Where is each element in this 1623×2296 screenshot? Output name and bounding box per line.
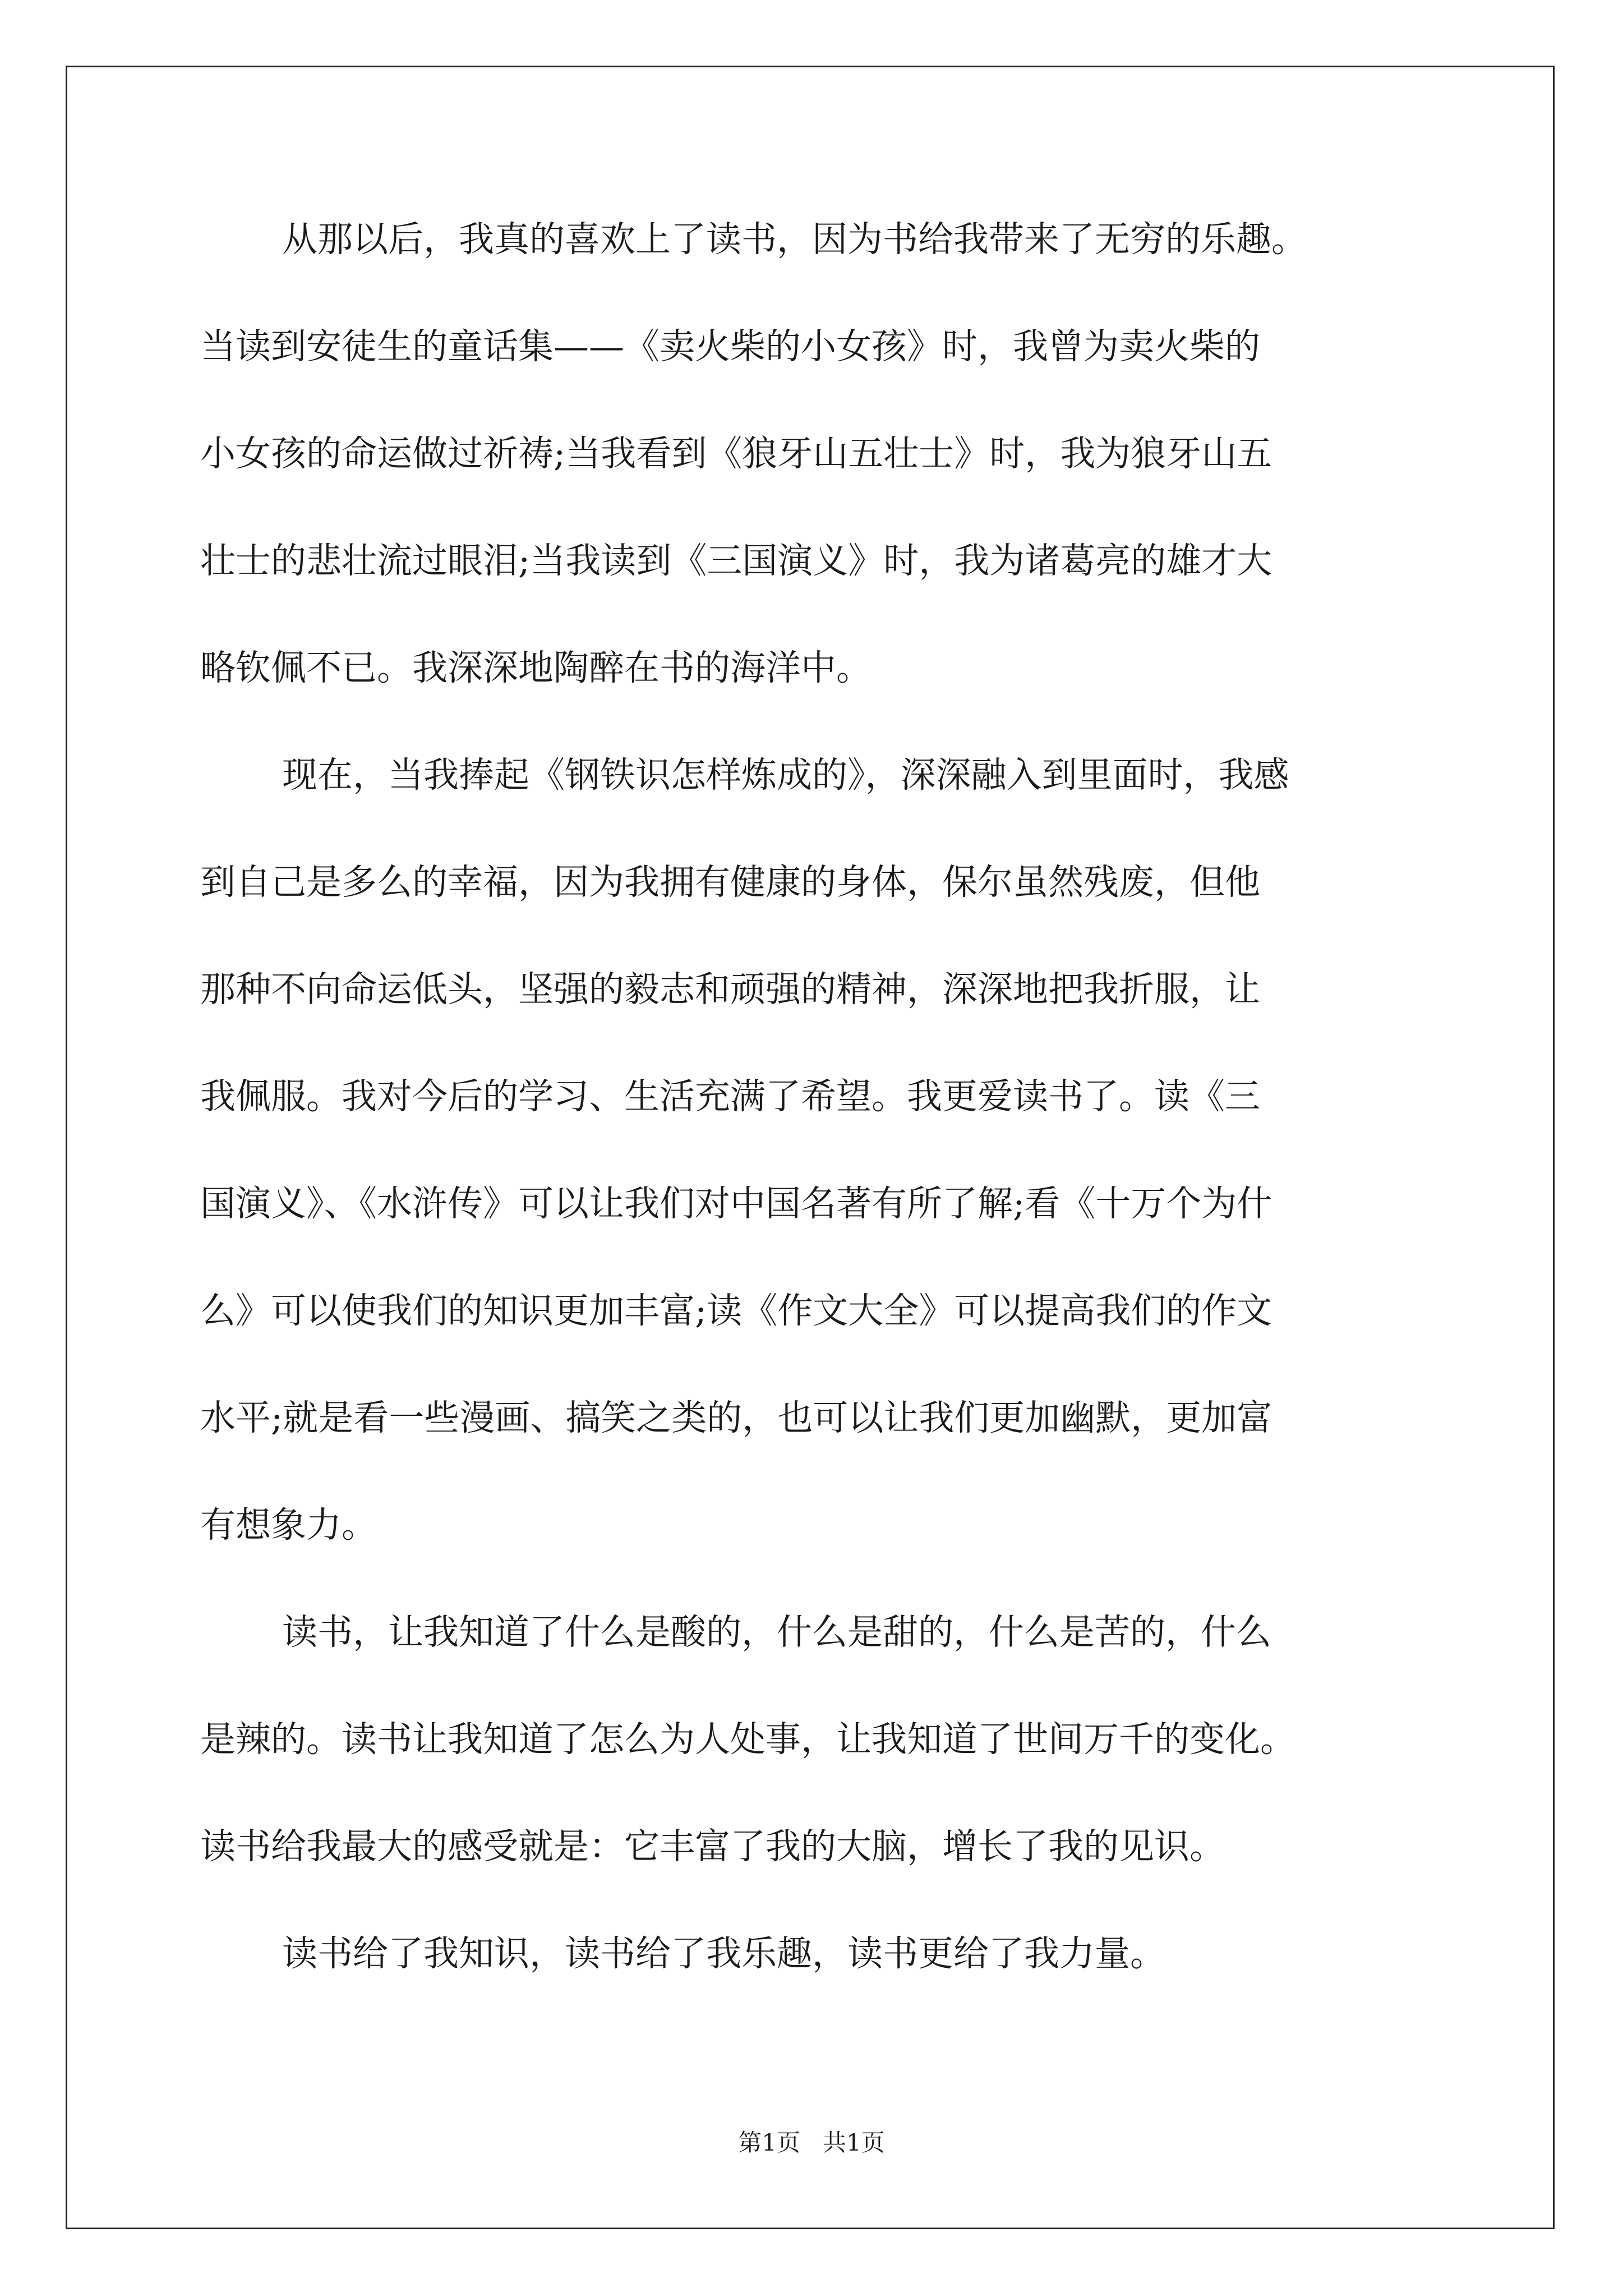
paragraph-2-line-8: 有想象力。 — [200, 1504, 377, 1545]
paragraph-2-line-6: 么》可以使我们的知识更加丰富;读《作文大全》可以提高我们的作文 — [200, 1290, 1272, 1331]
paragraph-3-line-3: 读书给我最大的感受就是：它丰富了我的大脑，增长了我的见识。 — [200, 1826, 1225, 1867]
paragraph-1-line-1: 从那以后，我真的喜欢上了读书，因为书给我带来了无穷的乐趣。 — [282, 219, 1307, 260]
paragraph-1-line-3: 小女孩的命运做过祈祷;当我看到《狼牙山五壮士》时，我为狼牙山五 — [200, 433, 1272, 474]
paragraph-4-line-1: 读书给了我知识，读书给了我乐趣，读书更给了我力量。 — [282, 1933, 1165, 1974]
paragraph-1-line-2: 当读到安徒生的童话集——《卖火柴的小女孩》时，我曾为卖火柴的 — [200, 326, 1260, 367]
document-body — [200, 213, 1434, 1980]
paragraph-3-line-1: 读书，让我知道了什么是酸的，什么是甜的，什么是苦的，什么 — [282, 1612, 1271, 1653]
paragraph-2-line-1: 现在，当我捧起《钢铁识怎样炼成的》，深深融入到里面时，我感 — [282, 754, 1289, 795]
paragraph-3-line-2: 是辣的。读书让我知道了怎么为人处事，让我知道了世间万千的变化。 — [200, 1719, 1295, 1760]
page-number-footer: 第1页 共1页 — [738, 2129, 885, 2156]
paragraph-1-line-4: 壮士的悲壮流过眼泪;当我读到《三国演义》时，我为诸葛亮的雄才大 — [200, 540, 1272, 581]
paragraph-2-line-2: 到自己是多么的幸福，因为我拥有健康的身体，保尔虽然残废，但他 — [200, 862, 1260, 903]
paragraph-2-line-4: 我佩服。我对今后的学习、生活充满了希望。我更爱读书了。读《三 — [200, 1076, 1260, 1117]
paragraph-2-line-5: 国演义》、《水浒传》可以让我们对中国名著有所了解;看《十万个为什 — [200, 1183, 1272, 1224]
paragraph-1-line-5: 略钦佩不已。我深深地陶醉在书的海洋中。 — [200, 647, 872, 688]
paragraph-2-line-7: 水平;就是看一些漫画、搞笑之类的，也可以让我们更加幽默，更加富 — [200, 1397, 1272, 1438]
paragraph-2-line-3: 那种不向命运低头，坚强的毅志和顽强的精神，深深地把我折服，让 — [200, 969, 1260, 1010]
